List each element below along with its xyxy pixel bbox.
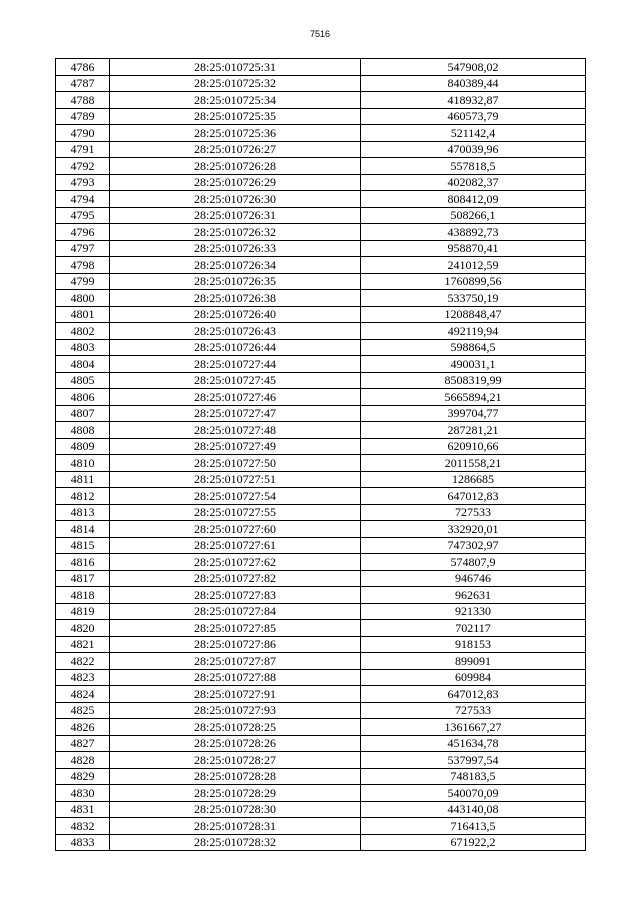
table-row (56, 306, 586, 323)
cadastral-number-cell: 28:25:010727:61 (110, 537, 361, 554)
table-row (56, 174, 586, 191)
row-number-cell: 4832 (56, 818, 110, 835)
row-number-cell: 4797 (56, 240, 110, 257)
table-row (56, 455, 586, 472)
cadastral-value-cell: 241012,59 (361, 257, 586, 274)
cadastral-value-cell: 620910,66 (361, 438, 586, 455)
cadastral-number-cell: 28:25:010727:51 (110, 471, 361, 488)
row-number-cell: 4819 (56, 603, 110, 620)
row-number-cell: 4792 (56, 158, 110, 175)
row-number-cell: 4826 (56, 719, 110, 736)
cadastral-value-cell: 671922,2 (361, 834, 586, 851)
cadastral-number-cell: 28:25:010728:26 (110, 735, 361, 752)
row-number-cell: 4791 (56, 141, 110, 158)
table-row (56, 834, 586, 851)
table-row (56, 207, 586, 224)
cadastral-value-cell: 647012,83 (361, 488, 586, 505)
table-row (56, 702, 586, 719)
cadastral-number-cell: 28:25:010727:83 (110, 587, 361, 604)
cadastral-number-cell: 28:25:010727:93 (110, 702, 361, 719)
cadastral-value-cell: 443140,08 (361, 801, 586, 818)
cadastral-number-cell: 28:25:010726:30 (110, 191, 361, 208)
cadastral-value-cell: 533750,19 (361, 290, 586, 307)
cadastral-number-cell: 28:25:010726:35 (110, 273, 361, 290)
table-row (56, 636, 586, 653)
table-row (56, 554, 586, 571)
cadastral-number-cell: 28:25:010728:27 (110, 752, 361, 769)
row-number-cell: 4816 (56, 554, 110, 571)
cadastral-value-cell: 747302,97 (361, 537, 586, 554)
cadastral-value-cell: 399704,77 (361, 405, 586, 422)
row-number-cell: 4803 (56, 339, 110, 356)
table-row (56, 521, 586, 538)
cadastral-value-cell: 727533 (361, 504, 586, 521)
cadastral-number-cell: 28:25:010725:34 (110, 92, 361, 109)
table-row (56, 75, 586, 92)
table-row (56, 339, 586, 356)
table-row (56, 669, 586, 686)
table-row (56, 273, 586, 290)
row-number-cell: 4817 (56, 570, 110, 587)
cadastral-value-cell: 470039,96 (361, 141, 586, 158)
cadastral-number-cell: 28:25:010728:28 (110, 768, 361, 785)
table-row (56, 735, 586, 752)
cadastral-value-cell: 1208848,47 (361, 306, 586, 323)
table-row (56, 537, 586, 554)
table-body (56, 59, 586, 851)
table-row (56, 570, 586, 587)
cadastral-number-cell: 28:25:010728:31 (110, 818, 361, 835)
cadastral-value-cell: 574807,9 (361, 554, 586, 571)
row-number-cell: 4818 (56, 587, 110, 604)
cadastral-number-cell: 28:25:010727:48 (110, 422, 361, 439)
row-number-cell: 4798 (56, 257, 110, 274)
table-row (56, 389, 586, 406)
row-number-cell: 4811 (56, 471, 110, 488)
cadastral-value-cell: 8508319,99 (361, 372, 586, 389)
table-row (56, 125, 586, 142)
row-number-cell: 4789 (56, 108, 110, 125)
table-row (56, 587, 586, 604)
cadastral-number-cell: 28:25:010728:30 (110, 801, 361, 818)
cadastral-number-cell: 28:25:010727:60 (110, 521, 361, 538)
table-row (56, 356, 586, 373)
table-row (56, 108, 586, 125)
row-number-cell: 4809 (56, 438, 110, 455)
table-row (56, 785, 586, 802)
cadastral-number-cell: 28:25:010727:50 (110, 455, 361, 472)
cadastral-value-cell: 5665894,21 (361, 389, 586, 406)
cadastral-number-cell: 28:25:010726:40 (110, 306, 361, 323)
cadastral-number-cell: 28:25:010726:38 (110, 290, 361, 307)
row-number-cell: 4793 (56, 174, 110, 191)
cadastral-value-cell: 521142,4 (361, 125, 586, 142)
row-number-cell: 4788 (56, 92, 110, 109)
cadastral-number-cell: 28:25:010727:44 (110, 356, 361, 373)
row-number-cell: 4786 (56, 59, 110, 76)
cadastral-number-cell: 28:25:010727:87 (110, 653, 361, 670)
page-number: 7516 (309, 29, 331, 39)
cadastral-number-cell: 28:25:010727:84 (110, 603, 361, 620)
cadastral-value-cell: 598864,5 (361, 339, 586, 356)
row-number-cell: 4796 (56, 224, 110, 241)
cadastral-value-cell: 2011558,21 (361, 455, 586, 472)
cadastral-value-cell: 332920,01 (361, 521, 586, 538)
row-number-cell: 4829 (56, 768, 110, 785)
row-number-cell: 4805 (56, 372, 110, 389)
table-row (56, 405, 586, 422)
cadastral-number-cell: 28:25:010727:91 (110, 686, 361, 703)
cadastral-value-cell: 540070,09 (361, 785, 586, 802)
row-number-cell: 4794 (56, 191, 110, 208)
row-number-cell: 4824 (56, 686, 110, 703)
table-row (56, 422, 586, 439)
row-number-cell: 4802 (56, 323, 110, 340)
cadastral-number-cell: 28:25:010727:82 (110, 570, 361, 587)
row-number-cell: 4822 (56, 653, 110, 670)
table-row (56, 818, 586, 835)
cadastral-number-cell: 28:25:010726:28 (110, 158, 361, 175)
table-row (56, 471, 586, 488)
row-number-cell: 4831 (56, 801, 110, 818)
cadastral-number-cell: 28:25:010726:44 (110, 339, 361, 356)
cadastral-number-cell: 28:25:010726:32 (110, 224, 361, 241)
cadastral-number-cell: 28:25:010725:36 (110, 125, 361, 142)
cadastral-number-cell: 28:25:010725:31 (110, 59, 361, 76)
row-number-cell: 4815 (56, 537, 110, 554)
row-number-cell: 4828 (56, 752, 110, 769)
cadastral-value-cell: 946746 (361, 570, 586, 587)
row-number-cell: 4825 (56, 702, 110, 719)
row-number-cell: 4821 (56, 636, 110, 653)
cadastral-value-cell: 727533 (361, 702, 586, 719)
cadastral-value-table (55, 58, 586, 851)
row-number-cell: 4801 (56, 306, 110, 323)
cadastral-value-cell: 808412,09 (361, 191, 586, 208)
table-row (56, 768, 586, 785)
cadastral-number-cell: 28:25:010726:31 (110, 207, 361, 224)
row-number-cell: 4800 (56, 290, 110, 307)
table-row (56, 801, 586, 818)
cadastral-value-cell: 490031,1 (361, 356, 586, 373)
cadastral-value-cell: 402082,37 (361, 174, 586, 191)
cadastral-value-cell: 508266,1 (361, 207, 586, 224)
cadastral-value-cell: 748183,5 (361, 768, 586, 785)
cadastral-number-cell: 28:25:010726:27 (110, 141, 361, 158)
cadastral-value-cell: 962631 (361, 587, 586, 604)
cadastral-number-cell: 28:25:010727:85 (110, 620, 361, 637)
cadastral-value-cell: 958870,41 (361, 240, 586, 257)
cadastral-number-cell: 28:25:010727:62 (110, 554, 361, 571)
cadastral-number-cell: 28:25:010726:33 (110, 240, 361, 257)
cadastral-value-cell: 840389,44 (361, 75, 586, 92)
row-number-cell: 4806 (56, 389, 110, 406)
cadastral-value-cell: 460573,79 (361, 108, 586, 125)
table-row (56, 224, 586, 241)
cadastral-number-cell: 28:25:010726:29 (110, 174, 361, 191)
table-row (56, 240, 586, 257)
row-number-cell: 4820 (56, 620, 110, 637)
cadastral-value-cell: 492119,94 (361, 323, 586, 340)
cadastral-value-cell: 547908,02 (361, 59, 586, 76)
table-row (56, 323, 586, 340)
row-number-cell: 4787 (56, 75, 110, 92)
table-row (56, 752, 586, 769)
cadastral-value-cell: 921330 (361, 603, 586, 620)
table-row (56, 504, 586, 521)
cadastral-value-cell: 557818,5 (361, 158, 586, 175)
cadastral-value-cell: 716413,5 (361, 818, 586, 835)
table-row (56, 653, 586, 670)
cadastral-value-cell: 537997,54 (361, 752, 586, 769)
table-row (56, 141, 586, 158)
row-number-cell: 4830 (56, 785, 110, 802)
table-row (56, 59, 586, 76)
cadastral-value-cell: 438892,73 (361, 224, 586, 241)
row-number-cell: 4808 (56, 422, 110, 439)
row-number-cell: 4814 (56, 521, 110, 538)
cadastral-number-cell: 28:25:010726:43 (110, 323, 361, 340)
cadastral-number-cell: 28:25:010727:86 (110, 636, 361, 653)
row-number-cell: 4810 (56, 455, 110, 472)
table-row (56, 372, 586, 389)
cadastral-number-cell: 28:25:010727:49 (110, 438, 361, 455)
row-number-cell: 4790 (56, 125, 110, 142)
cadastral-value-cell: 418932,87 (361, 92, 586, 109)
table-row (56, 603, 586, 620)
table-row (56, 158, 586, 175)
cadastral-value-cell: 918153 (361, 636, 586, 653)
cadastral-value-cell: 1361667,27 (361, 719, 586, 736)
row-number-cell: 4833 (56, 834, 110, 851)
cadastral-value-cell: 1760899,56 (361, 273, 586, 290)
table-row (56, 290, 586, 307)
cadastral-value-cell: 287281,21 (361, 422, 586, 439)
cadastral-value-cell: 647012,83 (361, 686, 586, 703)
cadastral-number-cell: 28:25:010727:47 (110, 405, 361, 422)
table-row (56, 719, 586, 736)
cadastral-number-cell: 28:25:010728:32 (110, 834, 361, 851)
cadastral-value-cell: 1286685 (361, 471, 586, 488)
row-number-cell: 4812 (56, 488, 110, 505)
table-row (56, 438, 586, 455)
cadastral-number-cell: 28:25:010726:34 (110, 257, 361, 274)
cadastral-number-cell: 28:25:010725:32 (110, 75, 361, 92)
row-number-cell: 4799 (56, 273, 110, 290)
cadastral-value-cell: 609984 (361, 669, 586, 686)
table-row (56, 257, 586, 274)
cadastral-number-cell: 28:25:010727:46 (110, 389, 361, 406)
table-row (56, 686, 586, 703)
cadastral-number-cell: 28:25:010728:25 (110, 719, 361, 736)
cadastral-number-cell: 28:25:010728:29 (110, 785, 361, 802)
row-number-cell: 4823 (56, 669, 110, 686)
table-row (56, 488, 586, 505)
row-number-cell: 4807 (56, 405, 110, 422)
cadastral-value-cell: 702117 (361, 620, 586, 637)
table-row (56, 92, 586, 109)
cadastral-number-cell: 28:25:010725:35 (110, 108, 361, 125)
cadastral-number-cell: 28:25:010727:55 (110, 504, 361, 521)
table-row (56, 191, 586, 208)
cadastral-number-cell: 28:25:010727:54 (110, 488, 361, 505)
cadastral-value-cell: 899091 (361, 653, 586, 670)
cadastral-number-cell: 28:25:010727:88 (110, 669, 361, 686)
table-row (56, 620, 586, 637)
row-number-cell: 4795 (56, 207, 110, 224)
row-number-cell: 4827 (56, 735, 110, 752)
row-number-cell: 4804 (56, 356, 110, 373)
row-number-cell: 4813 (56, 504, 110, 521)
cadastral-value-cell: 451634,78 (361, 735, 586, 752)
cadastral-number-cell: 28:25:010727:45 (110, 372, 361, 389)
